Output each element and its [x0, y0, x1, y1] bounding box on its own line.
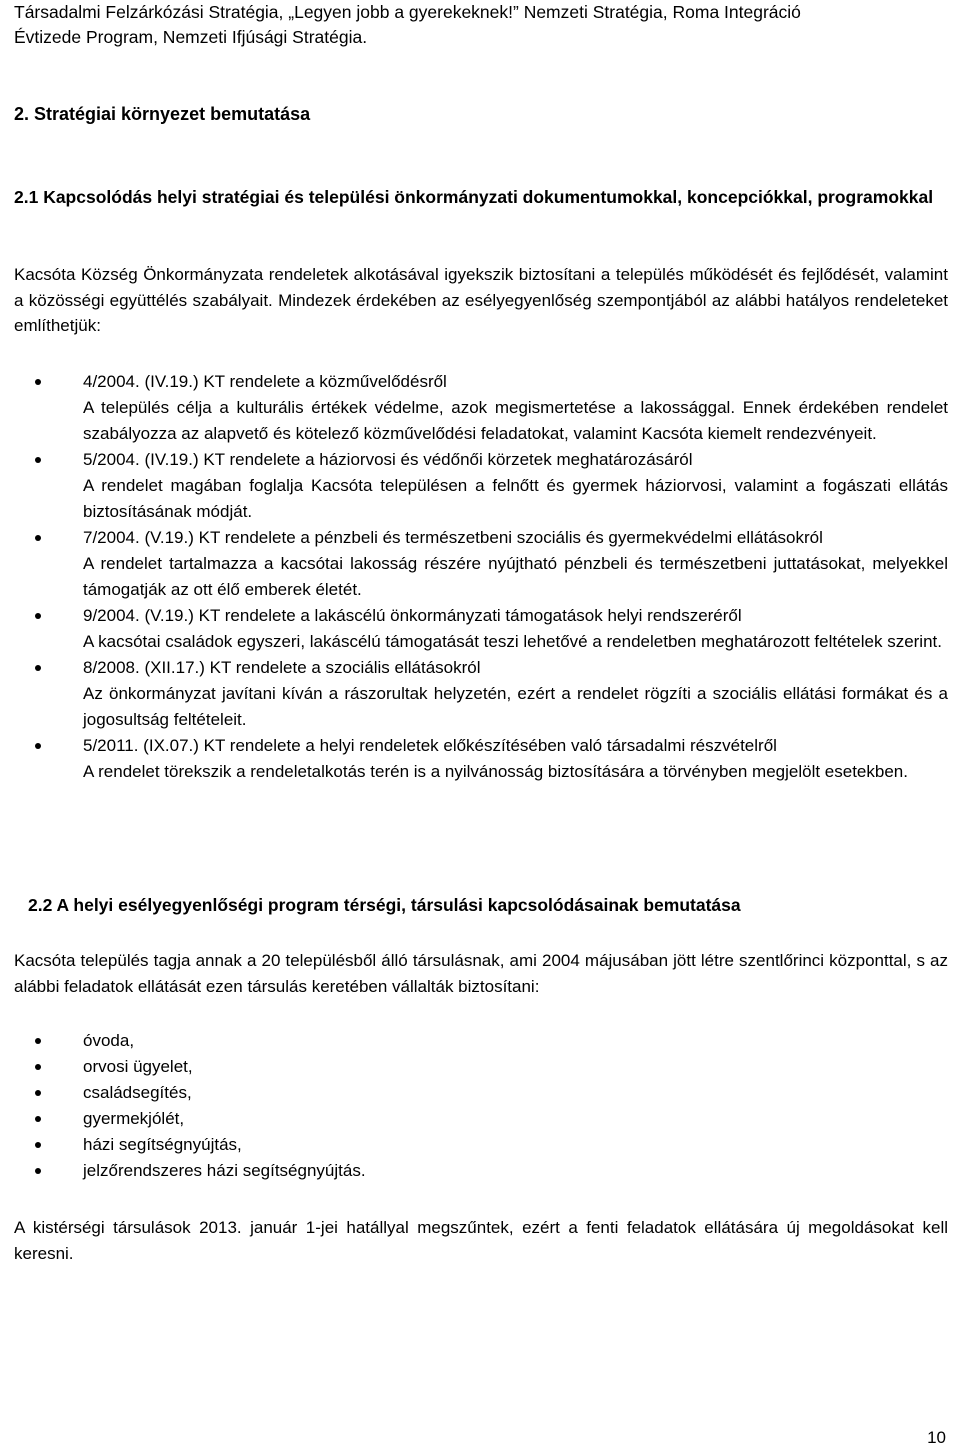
bullet-icon	[35, 1142, 41, 1148]
section-2-1-paragraph: Kacsóta Község Önkormányzata rendeletek alkotásával igyekszik biztosítani a település működését és fejlődését, valamint a közösségi együttélés szabályait. Mindezek érdekében az esélyegyenlőség szempontjából az alábbi hatályos rendeleteket említhetjük:	[14, 265, 948, 335]
list-item	[14, 603, 948, 655]
regulations-list	[14, 369, 948, 785]
list-item	[14, 525, 948, 603]
bullet-icon	[35, 1090, 41, 1096]
list-item	[14, 1054, 948, 1080]
header-line-1: Társadalmi Felzárkózási Stratégia, „Legyen jobb a gyerekeknek!” Nemzeti Stratégia, Roma Integráció	[14, 2, 801, 22]
regulation-title: 4/2004. (IV.19.) KT rendelete a közművelődésről	[83, 372, 447, 391]
closing-paragraph: A kistérségi társulások 2013. január 1-jei hatállyal megszűntek, ezért a fenti feladatok ellátására új megoldásokat kell keresni.	[14, 1218, 948, 1263]
regulation-description: A rendelet tartalmazza a kacsótai lakosság részére nyújtható pénzbeli és természetbeni juttatásokat, melyekkel támogatják az ott élő emberek életét.	[83, 554, 948, 599]
page-number: 10	[927, 1428, 946, 1447]
bullet-icon	[35, 535, 41, 541]
regulation-description: Az önkormányzat javítani kíván a rászorultak helyzetén, ezért a rendelet rögzíti a szociális ellátási formákat és a jogosultság feltételeit.	[83, 684, 948, 729]
list-item	[14, 447, 948, 525]
list-item	[14, 1106, 948, 1132]
bullet-icon	[35, 743, 41, 749]
section-2-2-paragraph: Kacsóta település tagja annak a 20 településből álló társulásnak, ami 2004 májusában jött létre szentlőrinci központtal, s az alábbi feladatok ellátását ezen társulás keretében vállalták biztosítani:	[14, 951, 948, 996]
header-line-2: Évtizede Program, Nemzeti Ifjúsági Stratégia.	[14, 27, 368, 47]
list-item	[14, 1158, 948, 1184]
regulation-description: A település célja a kulturális értékek védelme, azok megismertetése a lakossággal. Ennek érdekében rendelet szabályozza az alapvető és kötelező közművelődési feladatokat, valamint Kacsóta kiemelt rendezvényeit.	[83, 398, 948, 443]
section-2-heading: 2. Stratégiai környezet bemutatása	[14, 104, 311, 124]
task-label: orvosi ügyelet,	[83, 1057, 193, 1076]
regulation-title: 7/2004. (V.19.) KT rendelete a pénzbeli és természetbeni szociális és gyermekvédelmi ellátásokról	[83, 528, 823, 547]
section-2-1-heading: 2.1 Kapcsolódás helyi stratégiai és települési önkormányzati dokumentumokkal, koncepciókkal, programokkal	[14, 187, 934, 207]
tasks-list	[14, 1028, 948, 1184]
regulation-description: A rendelet törekszik a rendeletalkotás terén is a nyilvánosság biztosítására a törvényben megjelölt esetekben.	[83, 762, 908, 781]
regulation-description: A kacsótai családok egyszeri, lakáscélú támogatását teszi lehetővé a rendeletben meghatározott feltételek szerint.	[83, 632, 942, 651]
task-label: házi segítségnyújtás,	[83, 1135, 242, 1154]
task-label: óvoda,	[83, 1031, 135, 1050]
regulation-title: 8/2008. (XII.17.) KT rendelete a szociális ellátásokról	[83, 658, 481, 677]
bullet-icon	[35, 1168, 41, 1174]
bullet-icon	[35, 457, 41, 463]
list-item	[14, 1080, 948, 1106]
bullet-icon	[35, 379, 41, 385]
regulation-description: A rendelet magában foglalja Kacsóta településen a felnőtt és gyermek háziorvosi, valamint a fogászati ellátás biztosításának módját.	[83, 476, 948, 521]
bullet-icon	[35, 1116, 41, 1122]
bullet-icon	[35, 613, 41, 619]
header-text	[14, 0, 948, 50]
regulation-title: 5/2011. (IX.07.) KT rendelete a helyi rendeletek előkészítésében való társadalmi részvételről	[83, 736, 777, 755]
task-label: jelzőrendszeres házi segítségnyújtás.	[83, 1161, 366, 1180]
list-item	[14, 655, 948, 733]
regulation-title: 9/2004. (V.19.) KT rendelete a lakáscélú önkormányzati támogatások helyi rendszeréről	[83, 606, 742, 625]
list-item	[14, 733, 948, 785]
bullet-icon	[35, 1064, 41, 1070]
regulation-title: 5/2004. (IV.19.) KT rendelete a háziorvosi és védőnői körzetek meghatározásáról	[83, 450, 693, 469]
task-label: gyermekjólét,	[83, 1109, 185, 1128]
bullet-icon	[35, 665, 41, 671]
section-2-2-heading: 2.2 A helyi esélyegyenlőségi program térségi, társulási kapcsolódásainak bemutatása	[28, 895, 741, 915]
list-item	[14, 1028, 948, 1054]
task-label: családsegítés,	[83, 1083, 192, 1102]
list-item	[14, 1132, 948, 1158]
list-item	[14, 369, 948, 447]
bullet-icon	[35, 1038, 41, 1044]
